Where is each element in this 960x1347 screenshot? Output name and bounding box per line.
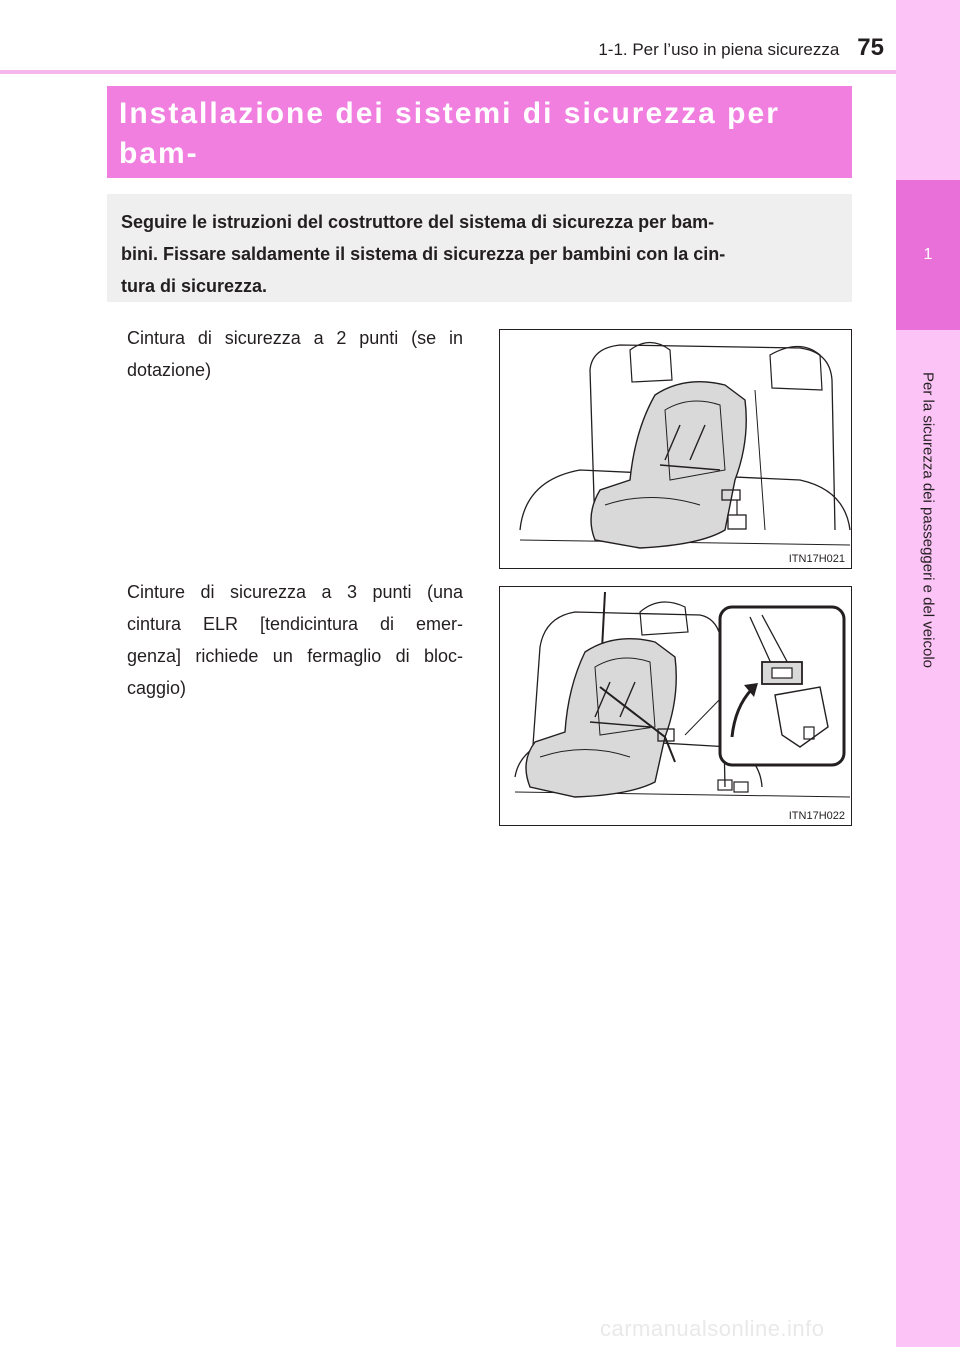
item-1-text [127,322,463,386]
page-number: 75 [857,34,884,61]
section-reference: 1-1. Per l’uso in piena sicurezza [598,40,840,59]
intro-line-2: bini. Fissare saldamente il sistema di sicurezza per bambini con la cin- [121,244,726,264]
chapter-number: 1 [923,246,933,263]
chapter-marker [896,180,960,330]
item-2-line-4: caggio) [127,678,187,698]
header-rule [0,70,896,74]
intro-line-1: Seguire le istruzioni del costruttore del sistema di sicurezza per bam- [121,212,715,232]
figure-2-point-belt-seat [499,329,852,569]
item-2-line-2: cintura ELR [tendicintura di emer- [127,614,463,634]
chapter-label: Per la sicurezza dei passeggeri e del veicolo [919,372,937,668]
watermark: carmanualsonline.info [600,1316,825,1341]
section-title-line-1: Installazione dei sistemi di sicurezza per bam- [119,97,780,170]
child-seat-illustration-1 [500,330,852,569]
figure-code-2: ITN17H022 [788,810,845,822]
item-2-line-1: Cinture di sicurezza a 3 punti (una [127,582,463,602]
item-2-line-3: genza] richiede un fermaglio di bloc- [127,646,463,666]
item-1-line-1: Cintura di sicurezza a 2 punti (se in [127,328,463,348]
intro-line-3: tura di sicurezza. [121,276,268,296]
child-seat-illustration-2 [500,587,852,826]
item-1-line-2: dotazione) [127,360,212,380]
page-header [0,34,896,60]
item-2-text [127,576,463,704]
figure-3-point-belt-seat [499,586,852,826]
section-title-box [107,86,852,178]
figure-code-1: ITN17H021 [788,553,845,565]
intro-box [107,194,852,302]
